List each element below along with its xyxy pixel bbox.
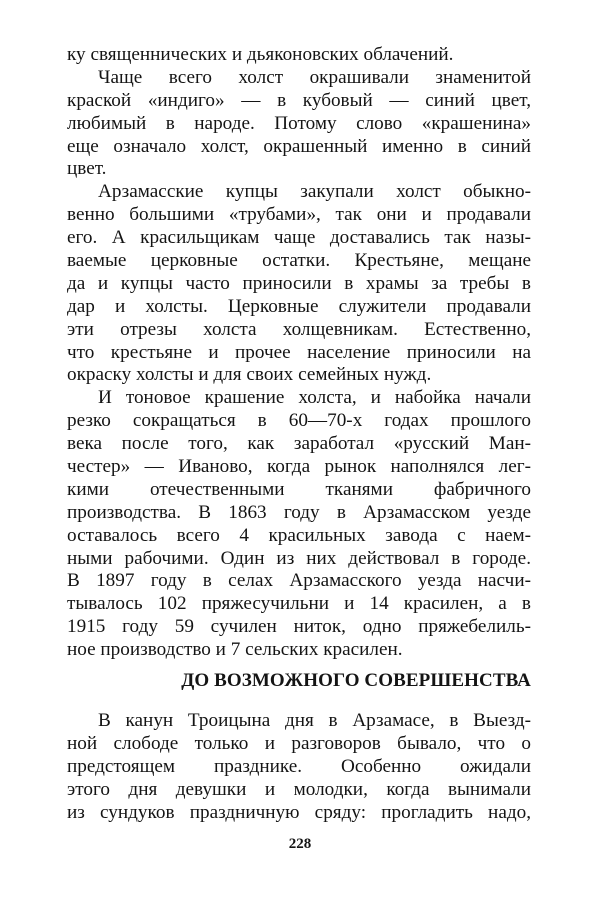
text-line: кими отечественными тканями фабричного xyxy=(67,478,531,500)
text-line: цвет. xyxy=(67,158,107,180)
text-line: тывалось 102 пряжесучильни и 14 красилен, а в xyxy=(67,593,531,615)
text-line: этого дня девушки и молодки, когда вынимали xyxy=(67,778,531,800)
paragraph xyxy=(67,387,531,662)
text-line: И тоновое крашение холста, и набойка начали xyxy=(98,387,531,409)
text-line: что крестьяне и прочее население приносили на xyxy=(67,341,531,363)
text-line: да и купцы часто приносили в храмы за требы в xyxy=(67,272,531,294)
section-body-text xyxy=(67,710,531,824)
page-number: 228 xyxy=(288,836,312,852)
text-line: предстоящем празднике. Особенно ожидали xyxy=(67,755,531,777)
text-line: честер» — Иваново, когда рынок наполнялся лег- xyxy=(67,456,531,478)
text-line: еще означало холст, окрашенный именно в синий xyxy=(67,135,531,157)
text-line: ное производство и 7 сельских красилен. xyxy=(67,639,403,661)
paragraph xyxy=(67,181,531,387)
section-heading: ДО ВОЗМОЖНОГО СОВЕРШЕНСТВА xyxy=(181,670,531,691)
text-line: Арзамасские купцы закупали холст обыкно- xyxy=(98,181,531,203)
body-text xyxy=(67,44,531,662)
text-line: из сундуков праздничную сряду: прогладить надо, xyxy=(67,801,531,823)
paragraph xyxy=(67,67,531,181)
text-line: его. А красильщикам чаще доставались так назы- xyxy=(67,227,531,249)
text-line: краской «индиго» — в кубовый — синий цвет, xyxy=(67,89,531,111)
text-line: ваемые церковные остатки. Крестьяне, мещане xyxy=(67,250,531,272)
text-line: Чаще всего холст окрашивали знаменитой xyxy=(98,66,531,88)
text-line: ку священнических и дьяконовских облачений. xyxy=(67,44,454,65)
text-line: производства. В 1863 году в Арзамасском уезде xyxy=(67,501,531,523)
paragraph xyxy=(67,44,531,67)
text-line: любимый в народе. Потому слово «крашенина» xyxy=(67,112,531,134)
text-line: резко сокращаться в 60—70-х годах прошлого xyxy=(67,410,531,432)
text-line: 1915 году 59 сучилен ниток, одно пряжебелиль- xyxy=(67,616,531,638)
text-line: ными рабочими. Один из них действовал в городе. xyxy=(67,547,531,569)
text-line: эти отрезы холста холщевникам. Естественно, xyxy=(67,318,531,340)
text-line: ной слободе только и разговоров бывало, что о xyxy=(67,732,531,754)
text-line: В 1897 году в селах Арзамасского уезда насчи- xyxy=(67,570,531,592)
text-line: дар и холсты. Церковные служители продавали xyxy=(67,295,531,317)
text-line: В канун Троицына дня в Арзамасе, в Выезд- xyxy=(98,710,531,731)
paragraph xyxy=(67,710,531,824)
text-line: оставалось всего 4 красильных завода с наем- xyxy=(67,524,531,546)
text-line: века после того, как заработал «русский Ман- xyxy=(67,433,531,455)
text-line: венно большими «трубами», так они и продавали xyxy=(67,204,531,226)
text-line: окраску холсты и для своих семейных нужд. xyxy=(67,364,432,386)
